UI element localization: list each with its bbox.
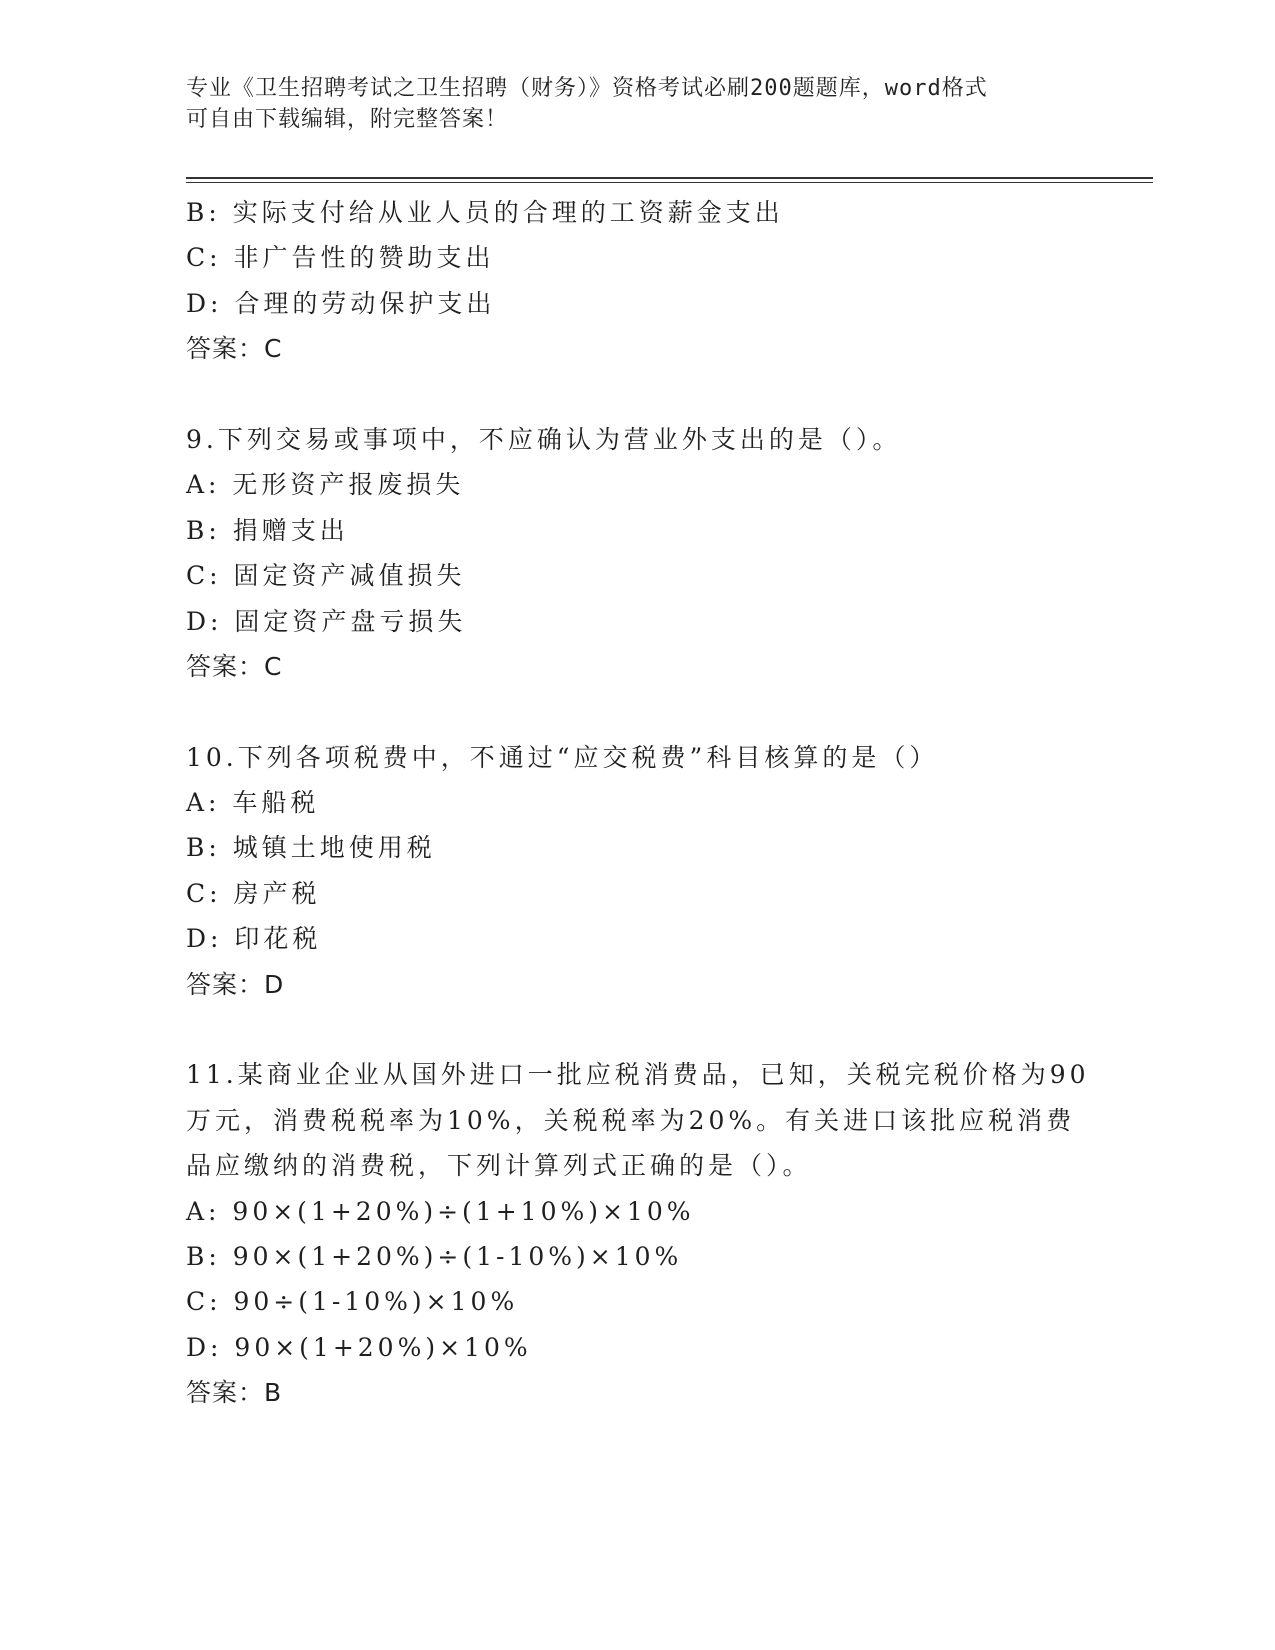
question-9 — [186, 417, 1086, 689]
option-c: C: 固定资产减值损失 — [186, 561, 466, 591]
option-b: B: 90×(1+20%)÷(1-10%)×10% — [186, 1241, 683, 1271]
option-d: D: 印花税 — [186, 924, 322, 954]
option-d: D: 合理的劳动保护支出 — [186, 288, 496, 318]
answer: 答案：B — [186, 1378, 283, 1408]
option-d: D: 90×(1+20%)×10% — [186, 1332, 532, 1362]
answer: 答案：C — [186, 334, 283, 364]
header-line-1: 专业《卫生招聘考试之卫生招聘（财务）》资格考试必刷200题题库，word格式 — [186, 76, 988, 101]
option-a: A: 无形资产报废损失 — [186, 470, 465, 500]
prev-question — [186, 190, 1086, 372]
header-divider-thin — [186, 182, 1153, 183]
option-c: C: 非广告性的赞助支出 — [186, 243, 495, 273]
header-line-2: 可自由下载编辑，附完整答案！ — [186, 107, 509, 132]
option-b: B: 城镇土地使用税 — [186, 833, 436, 863]
question-stem-line-3: 品应缴纳的消费税，下列计算列式正确的是（）。 — [186, 1151, 812, 1181]
option-b: B: 捐赠支出 — [186, 515, 349, 545]
option-a: A: 90×(1+20%)÷(1+10%)×10% — [186, 1196, 695, 1226]
option-b: B: 实际支付给从业人员的合理的工资薪金支出 — [186, 198, 784, 227]
question-stem: 10.下列各项税费中，不通过“应交税费”科目核算的是（） — [186, 742, 939, 772]
option-c: C: 房产税 — [186, 878, 321, 908]
header-divider — [186, 177, 1153, 179]
page-header — [186, 73, 1066, 135]
question-11 — [186, 1052, 1090, 1415]
question-10 — [186, 735, 1086, 1007]
answer: 答案：C — [186, 651, 283, 681]
question-stem-line-2: 万元，消费税税率为10%，关税税率为20%。有关进口该批应税消费 — [186, 1105, 1076, 1135]
option-c: C: 90÷(1-10%)×10% — [186, 1287, 519, 1317]
option-a: A: 车船税 — [186, 788, 320, 818]
question-stem: 9.下列交易或事项中，不应确认为营业外支出的是（）。 — [186, 424, 902, 454]
question-stem-line-1: 11.某商业企业从国外进口一批应税消费品，已知，关税完税价格为90 — [186, 1060, 1090, 1090]
answer: 答案：D — [186, 969, 285, 999]
question-content — [186, 190, 1090, 1416]
option-d: D: 固定资产盘亏损失 — [186, 606, 467, 636]
